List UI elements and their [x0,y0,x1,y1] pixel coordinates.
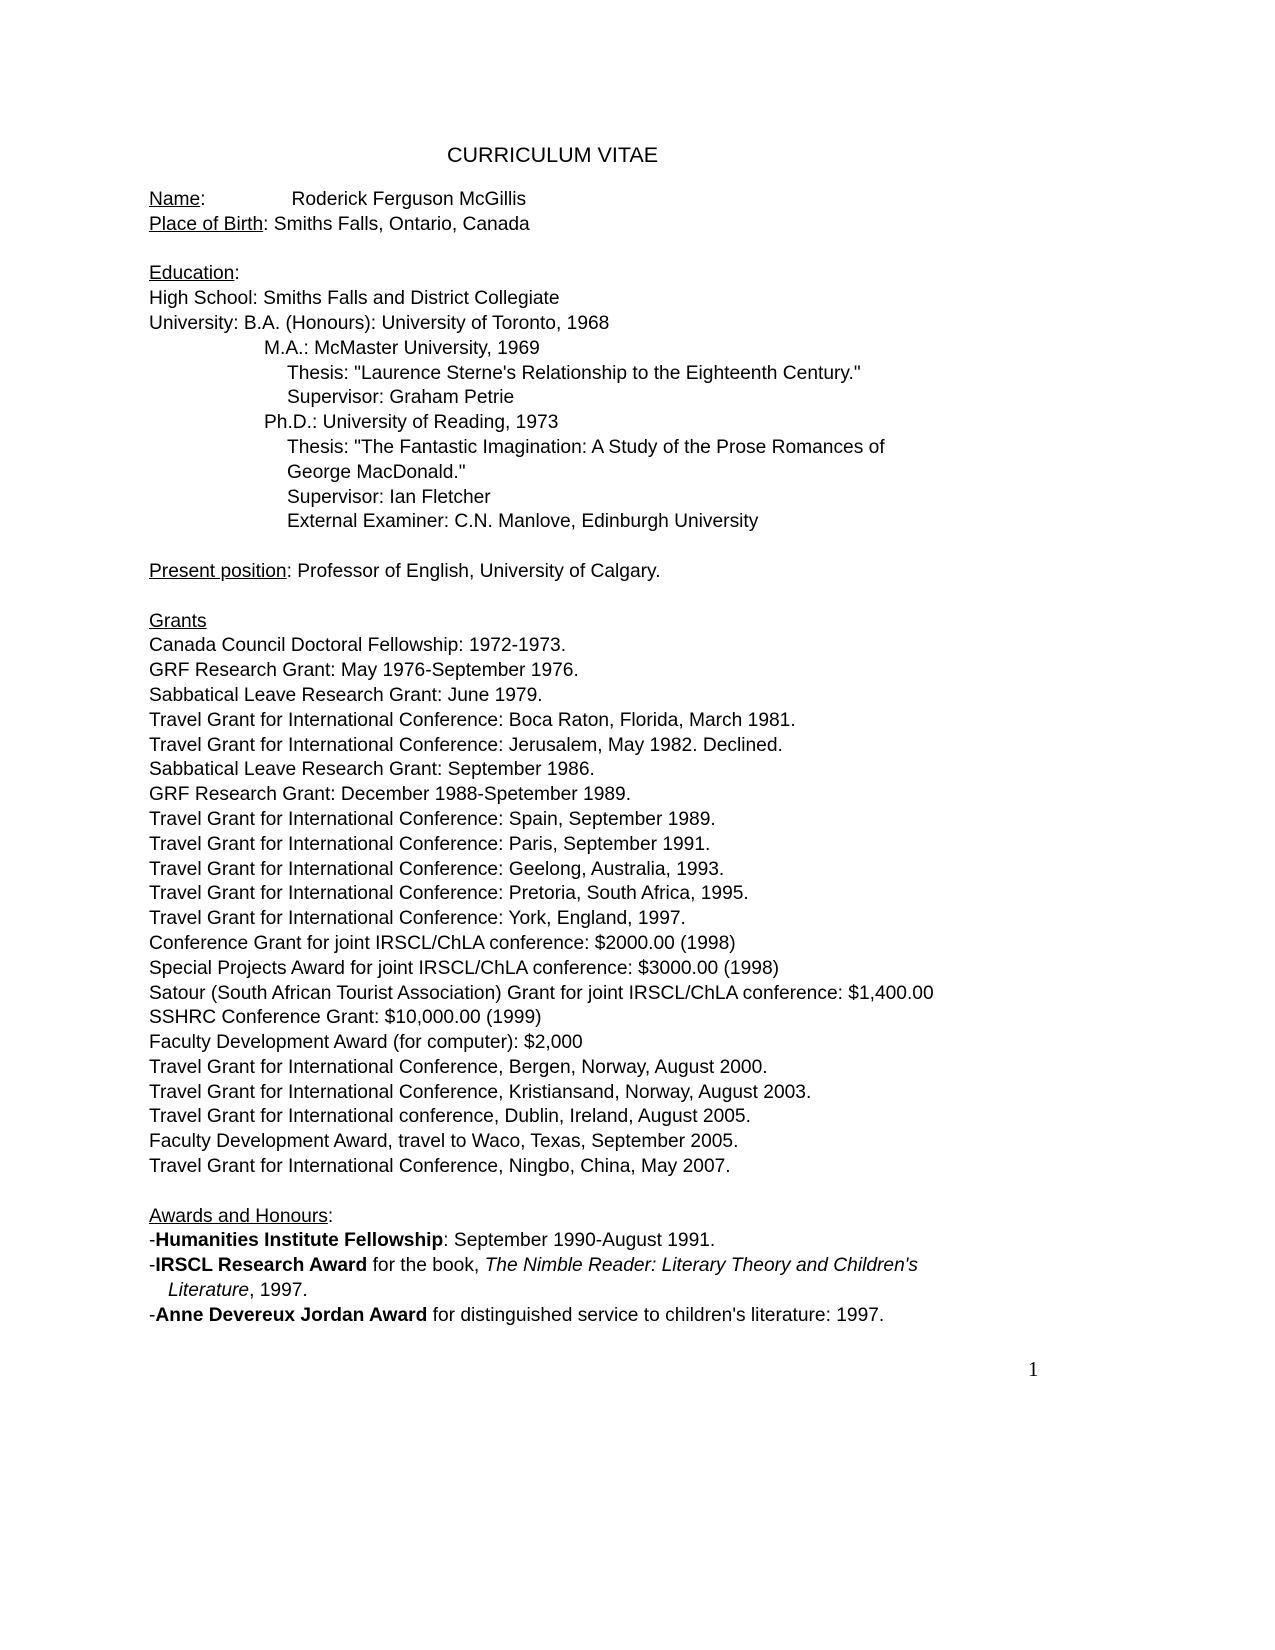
award-detail-continued: , 1997. [249,1280,308,1302]
birth-row [149,213,1049,238]
award-item [149,1229,1049,1254]
grant-item: GRF Research Grant: December 1988-Spetember 1989. [149,784,632,806]
grant-item: Canada Council Doctoral Fellowship: 1972-1973. [149,635,567,657]
name-colon: : [200,189,206,210]
grant-item: Faculty Development Award, travel to Waco, Texas, September 2005. [149,1131,739,1153]
grant-item: Travel Grant for International Conference, Kristiansand, Norway, August 2003. [149,1081,812,1103]
grant-item: Special Projects Award for joint IRSCL/ChLA conference: $3000.00 (1998) [149,957,780,979]
spacer [149,585,1049,610]
name-label: Name [149,189,201,210]
education-heading: Education [149,263,235,285]
book-title-continued: Literature [168,1280,250,1302]
document-title: CURRICULUM VITAE [447,143,659,167]
grant-item: Travel Grant for International conference, Dublin, Ireland, August 2005. [149,1106,751,1128]
grant-item: Satour (South African Tourist Association) Grant for joint IRSCL/ChLA conference: $1,400.00 [149,982,934,1004]
education-heading-colon: : [234,263,240,285]
name-value: Roderick Ferguson McGillis [291,189,527,210]
grant-item: Travel Grant for International Conference: Pretoria, South Africa, 1995. [149,883,749,905]
grant-item: Travel Grant for International Conference: Boca Raton, Florida, March 1981. [149,709,796,731]
education-line: Thesis: "Laurence Sterne's Relationship to the Eighteenth Century." [287,362,861,384]
education-line: Ph.D.: University of Reading, 1973 [264,412,559,434]
spacer [149,1180,1049,1205]
position-value: : Professor of English, University of Calgary. [286,560,661,582]
birth-value: : Smiths Falls, Ontario, Canada [263,213,530,235]
award-detail: for distinguished service to children's literature: 1997. [427,1304,885,1326]
cv-page [149,140,1049,1329]
grant-item: Travel Grant for International Conference, Ningbo, China, May 2007. [149,1156,731,1178]
education-line: University: B.A. (Honours): University of Toronto, 1968 [149,312,610,334]
position-row [149,560,1049,585]
award-item [149,1304,1049,1329]
position-label: Present position [149,560,287,582]
grant-item: Travel Grant for International Conference: York, England, 1997. [149,908,686,930]
grant-item: Travel Grant for International Conference: Geelong, Australia, 1993. [149,858,725,880]
grants-heading: Grants [149,610,207,632]
education-line: M.A.: McMaster University, 1969 [264,337,540,359]
award-detail: : September 1990-August 1991. [443,1230,716,1252]
award-item-continued [149,1279,1049,1304]
grants-heading-row [149,610,1049,635]
grant-item: GRF Research Grant: May 1976-September 1976. [149,660,579,682]
education-line: High School: Smiths Falls and District Collegiate [149,288,560,310]
education-heading-row [149,262,1049,287]
education-line: External Examiner: C.N. Manlove, Edinburgh University [287,511,759,533]
education-line: Supervisor: Ian Fletcher [287,486,491,508]
grant-item: Travel Grant for International Conference, Bergen, Norway, August 2000. [149,1056,768,1078]
grant-item: Travel Grant for International Conference: Paris, September 1991. [149,833,711,855]
education-line: Supervisor: Graham Petrie [287,387,515,409]
name-row [149,188,1049,213]
grant-item: Sabbatical Leave Research Grant: June 1979. [149,684,543,706]
award-dash: - [149,1255,156,1277]
award-detail: for the book, [367,1255,485,1277]
awards-heading-row [149,1205,1049,1230]
grant-item: Sabbatical Leave Research Grant: September 1986. [149,759,595,781]
grant-item: SSHRC Conference Grant: $10,000.00 (1999) [149,1007,542,1029]
award-dash: - [149,1304,156,1326]
award-name: IRSCL Research Award [155,1255,368,1277]
awards-heading-colon: : [327,1205,334,1227]
award-dash: - [149,1230,156,1252]
award-name: Anne Devereux Jordan Award [155,1304,428,1326]
awards-heading: Awards and Honours [149,1205,328,1227]
education-line: George MacDonald." [287,461,466,483]
birth-label: Place of Birth [149,213,264,235]
book-title: The Nimble Reader: Literary Theory and Children's [484,1255,919,1277]
award-name: Humanities Institute Fellowship [155,1230,444,1252]
grant-item: Conference Grant for joint IRSCL/ChLA conference: $2000.00 (1998) [149,932,736,954]
grant-item: Faculty Development Award (for computer): $2,000 [149,1032,583,1054]
award-item [149,1254,1049,1279]
grant-item: Travel Grant for International Conference: Spain, September 1989. [149,808,716,830]
spacer [149,535,1049,560]
page-number: 1 [1028,1357,1039,1381]
spacer [149,238,1049,263]
grant-item: Travel Grant for International Conference: Jerusalem, May 1982. Declined. [149,734,783,756]
education-line: Thesis: "The Fantastic Imagination: A Study of the Prose Romances of [287,436,885,458]
